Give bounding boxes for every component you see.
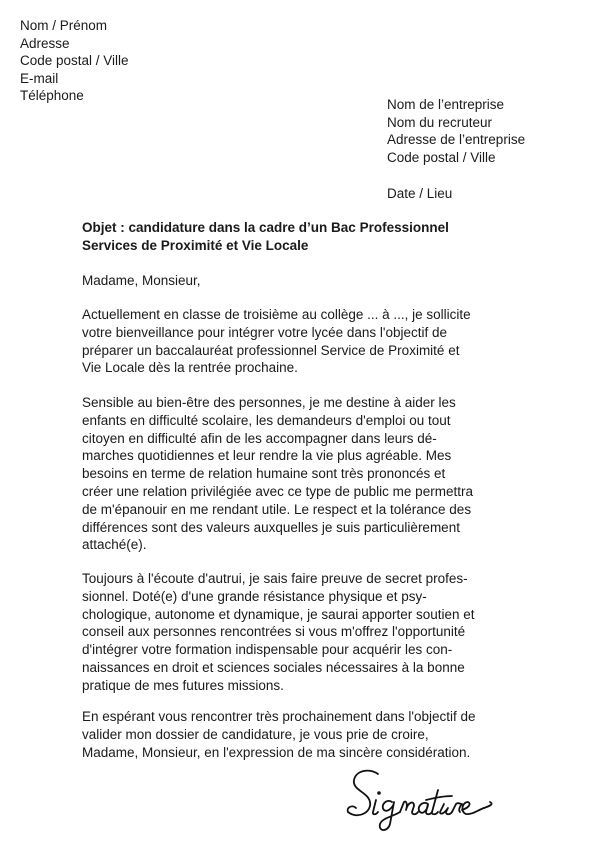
sender-name: Nom / Prénom — [20, 18, 108, 33]
paragraph-closing — [82, 708, 522, 761]
paragraph-line: de m'épanouir en me rendant utile. Le respect et la tolérance des — [82, 501, 472, 517]
paragraph-line: votre bienveillance pour intégrer votre lycée dans l'objectif de — [82, 324, 448, 340]
paragraph-line: pratique de mes futures missions. — [82, 677, 284, 693]
paragraph-line: Sensible au bien-être des personnes, je me destine à aider les — [82, 395, 456, 410]
paragraph-line: Vie Locale dès la rentrée prochaine. — [82, 360, 298, 376]
paragraph-line: marches quotidiennes et leur rendre la vie plus agréable. Mes — [82, 448, 452, 464]
paragraph-line: sionnel. Doté(e) d'une grande résistance physique et psy- — [82, 588, 427, 604]
paragraph-line: valider mon dossier de candidature, je vous prie de croire, — [82, 726, 429, 742]
paragraph-line: préparer un baccalauréat professionnel Service de Proximité et — [82, 342, 460, 358]
paragraph-line: Madame, Monsieur, en l'expression de ma sincère considération. — [82, 744, 471, 760]
paragraph-line: d'intégrer votre formation indispensable pour acquérir les con- — [82, 642, 453, 658]
recipient-block — [387, 96, 525, 166]
paragraph-line: En espérant vous rencontrer très prochainement dans l'objectif de — [82, 709, 476, 724]
paragraph-line: enfants en difficulté scolaire, les demandeurs d'emploi ou tout — [82, 412, 451, 428]
sender-address: Adresse — [20, 35, 70, 51]
recipient-postal-city: Code postal / Ville — [387, 149, 496, 165]
recipient-recruiter: Nom du recruteur — [387, 114, 493, 130]
paragraph-line: besoins en terme de relation humaine sont très prononcés et — [82, 466, 446, 482]
recipient-company: Nom de l’entreprise — [387, 97, 505, 112]
paragraph-line: différences sont des valeurs auxquelles je suis particulièrement — [82, 519, 460, 535]
paragraph-line: attaché(e). — [82, 537, 147, 553]
paragraph-line: naissances en droit et sciences sociales nécessaires à la bonne — [82, 659, 465, 675]
paragraph-motivation — [82, 394, 522, 554]
subject-line-2: Services de Proximité et Vie Locale — [82, 237, 309, 253]
date-place: Date / Lieu — [387, 186, 453, 201]
sender-block — [20, 17, 129, 105]
sender-postal-city: Code postal / Ville — [20, 53, 129, 69]
subject-line-1: Objet : candidature dans la cadre d’un Bac Professionnel — [82, 220, 449, 235]
salutation: Madame, Monsieur, — [82, 273, 201, 288]
subject-line — [82, 219, 552, 254]
paragraph-line: Actuellement en classe de troisième au collège ... à ..., je sollicite — [82, 307, 471, 322]
paragraph-line: citoyen en difficulté afin de les accompagner dans leurs dé- — [82, 430, 437, 446]
paragraph-line: chologique, autonome et dynamique, je saurai apporter soutien et — [82, 606, 475, 622]
paragraph-qualities — [82, 570, 522, 695]
recipient-address: Adresse de l’entreprise — [387, 132, 526, 148]
paragraph-line: créer une relation privilégiée avec ce type de public me permettra — [82, 483, 473, 499]
paragraph-line: conseil aux personnes rencontrées si vous m'offrez l'opportunité — [82, 624, 466, 640]
sender-phone: Téléphone — [20, 88, 84, 104]
sender-email: E-mail — [20, 70, 59, 86]
handwritten-signature-icon — [340, 760, 500, 835]
paragraph-line: Toujours à l'écoute d'autrui, je sais faire preuve de secret profes- — [82, 571, 468, 586]
paragraph-introduction — [82, 306, 522, 377]
